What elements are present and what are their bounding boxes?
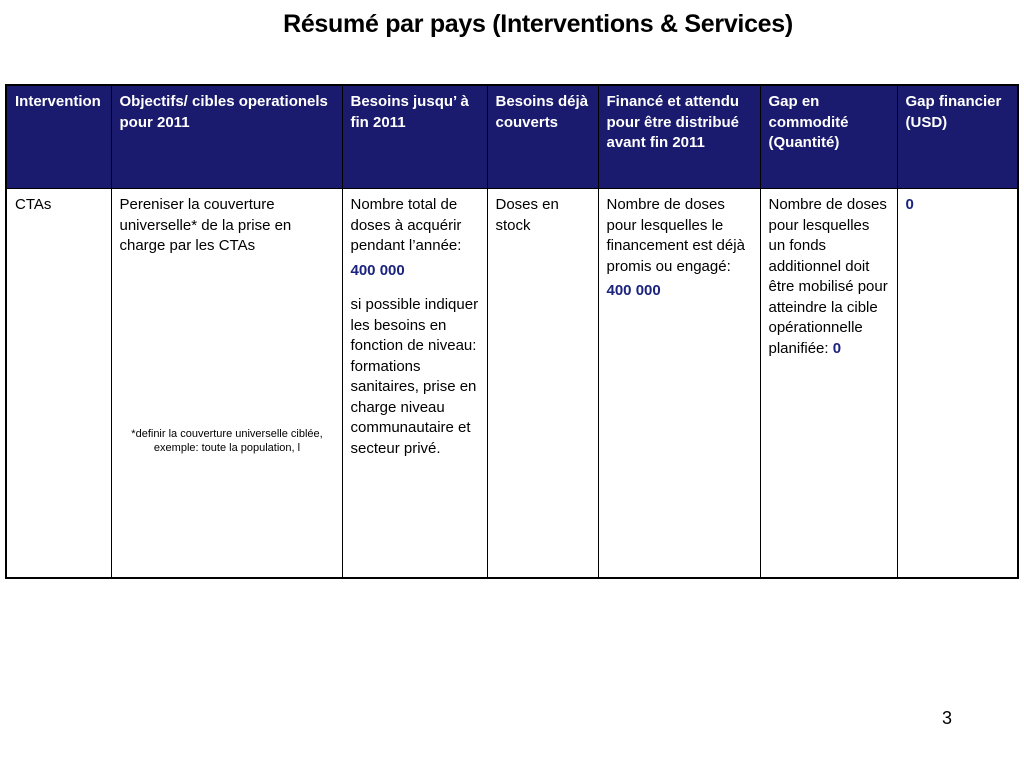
cell-besoins-fin [342,189,487,579]
cell-objectifs [111,189,342,579]
header-gap-financier: Gap financier (USD) [897,85,1018,189]
gap-commodite-text: Nombre de doses pour lesquelles un fonds additionnel doit être mobilisé pour atteindre la cible opérationnelle planifiée: [768,196,888,357]
besoins-fin-value: 400 000 [350,261,405,279]
besoins-fin-note: si possible indiquer les besoins en fonction de niveau: formations sanitaires, prise en charge niveau communautaire et secteur privé. [350,296,479,457]
header-intervention: Intervention [6,85,111,189]
header-objectifs: Objectifs/ cibles operationels pour 2011 [111,85,342,189]
objectifs-footnote: *definir la couverture universelle ciblée, exemple: toute la population, l [131,427,323,454]
cell-intervention: CTAs [6,189,111,579]
gap-financier-value: 0 [905,196,914,213]
header-besoins-fin: Besoins jusqu’ à fin 2011 [342,85,487,189]
header-gap-commodite: Gap en commodité (Quantité) [760,85,897,189]
header-besoins-couverts: Besoins déjà couverts [487,85,598,189]
table-row [6,189,1018,579]
finance-text: Nombre de doses pour lesquelles le financement est déjà promis ou engagé: [606,196,745,275]
finance-value: 400 000 [606,282,661,299]
page-number: 3 [942,708,953,728]
besoins-fin-text: Nombre total de doses à acquérir pendant l’année: [350,196,462,254]
cell-finance [598,189,760,579]
objectifs-text: Pereniser la couverture universelle* de la prise en charge par les CTAs [119,196,292,254]
table-header-row [6,85,1018,189]
cell-gap-commodite [760,189,897,579]
slide-title: Résumé par pays (Interventions & Services) [283,10,793,38]
cell-besoins-couverts: Doses en stock [487,189,598,579]
header-finance: Financé et attendu pour être distribué avant fin 2011 [598,85,760,189]
gap-commodite-value: 0 [832,339,842,357]
cell-gap-financier [897,189,1018,579]
summary-table [5,84,1019,579]
